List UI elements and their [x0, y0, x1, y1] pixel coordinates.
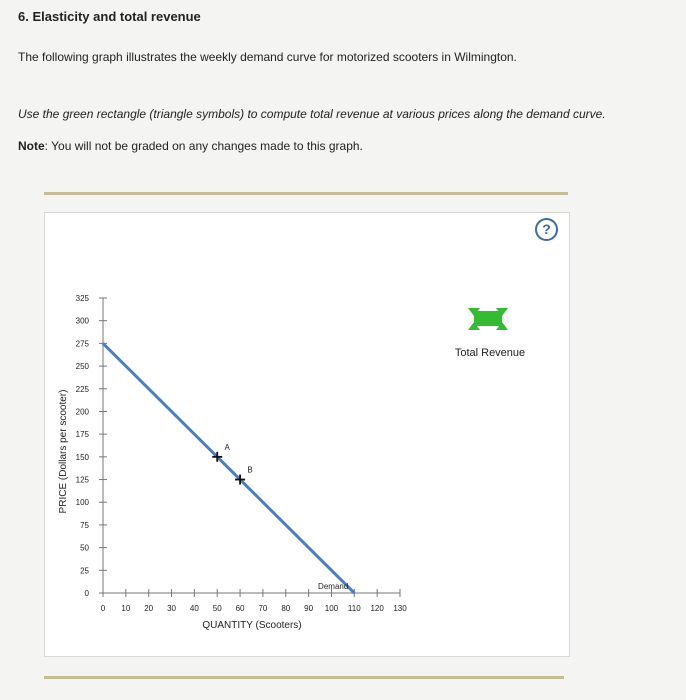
y-tick-label: 75: [80, 520, 89, 530]
point-label-a: A: [224, 442, 230, 452]
y-tick-label: 300: [75, 316, 89, 326]
y-tick-label: 200: [75, 407, 89, 417]
note-body: : You will not be graded on any changes made to this graph.: [44, 139, 363, 153]
help-icon[interactable]: ?: [535, 218, 558, 241]
y-tick-label: 150: [75, 452, 89, 462]
y-tick-label: 225: [75, 384, 89, 394]
y-tick-label: 325: [75, 294, 89, 303]
total-revenue-tool-icon[interactable]: [468, 308, 508, 330]
y-tick-label: 275: [75, 339, 89, 349]
y-tick-label: 0: [84, 589, 89, 598]
intro-text: The following graph illustrates the weekly demand curve for motorized scooters in Wilmington.: [18, 50, 517, 64]
x-tick-label: 100: [324, 604, 339, 613]
note-label: Note: [18, 139, 45, 153]
x-tick-label: 40: [189, 604, 199, 613]
y-tick-label: 250: [75, 362, 89, 372]
y-tick-label: 125: [75, 475, 89, 485]
x-tick-label: 110: [347, 604, 361, 613]
x-tick-label: 30: [167, 604, 176, 613]
demand-curve: [103, 343, 354, 593]
question-title: 6. Elasticity and total revenue: [18, 9, 201, 24]
x-tick-label: 0: [100, 604, 106, 613]
y-tick-label: 100: [75, 498, 89, 508]
x-tick-label: 10: [121, 604, 131, 613]
x-axis: [101, 589, 407, 613]
points: [212, 443, 253, 485]
x-tick-label: 60: [235, 604, 245, 613]
x-tick-label: 50: [212, 604, 222, 613]
bottom-divider: [44, 676, 564, 679]
legend-rectangle: [474, 311, 502, 326]
instruction-text: Use the green rectangle (triangle symbols) to compute total revenue at various prices along the demand curve.: [18, 107, 606, 121]
x-tick-label: 130: [393, 604, 407, 613]
x-tick-label: 80: [281, 604, 291, 613]
y-axis: [76, 294, 107, 598]
x-tick-label: 90: [304, 604, 314, 613]
x-tick-label: 120: [370, 604, 384, 613]
y-axis-title: PRICE (Dollars per scooter): [58, 389, 69, 514]
point-label-b: B: [247, 465, 253, 475]
total-revenue-label: Total Revenue: [454, 347, 526, 359]
y-tick-label: 25: [80, 566, 89, 576]
y-tick-label: 50: [80, 543, 89, 553]
x-tick-label: 20: [144, 604, 154, 613]
x-axis-title: QUANTITY (Scooters): [202, 620, 302, 631]
y-tick-label: 175: [75, 430, 89, 440]
demand-label: Demand: [318, 582, 349, 591]
demand-series: [103, 343, 354, 593]
x-tick-label: 70: [258, 604, 268, 613]
